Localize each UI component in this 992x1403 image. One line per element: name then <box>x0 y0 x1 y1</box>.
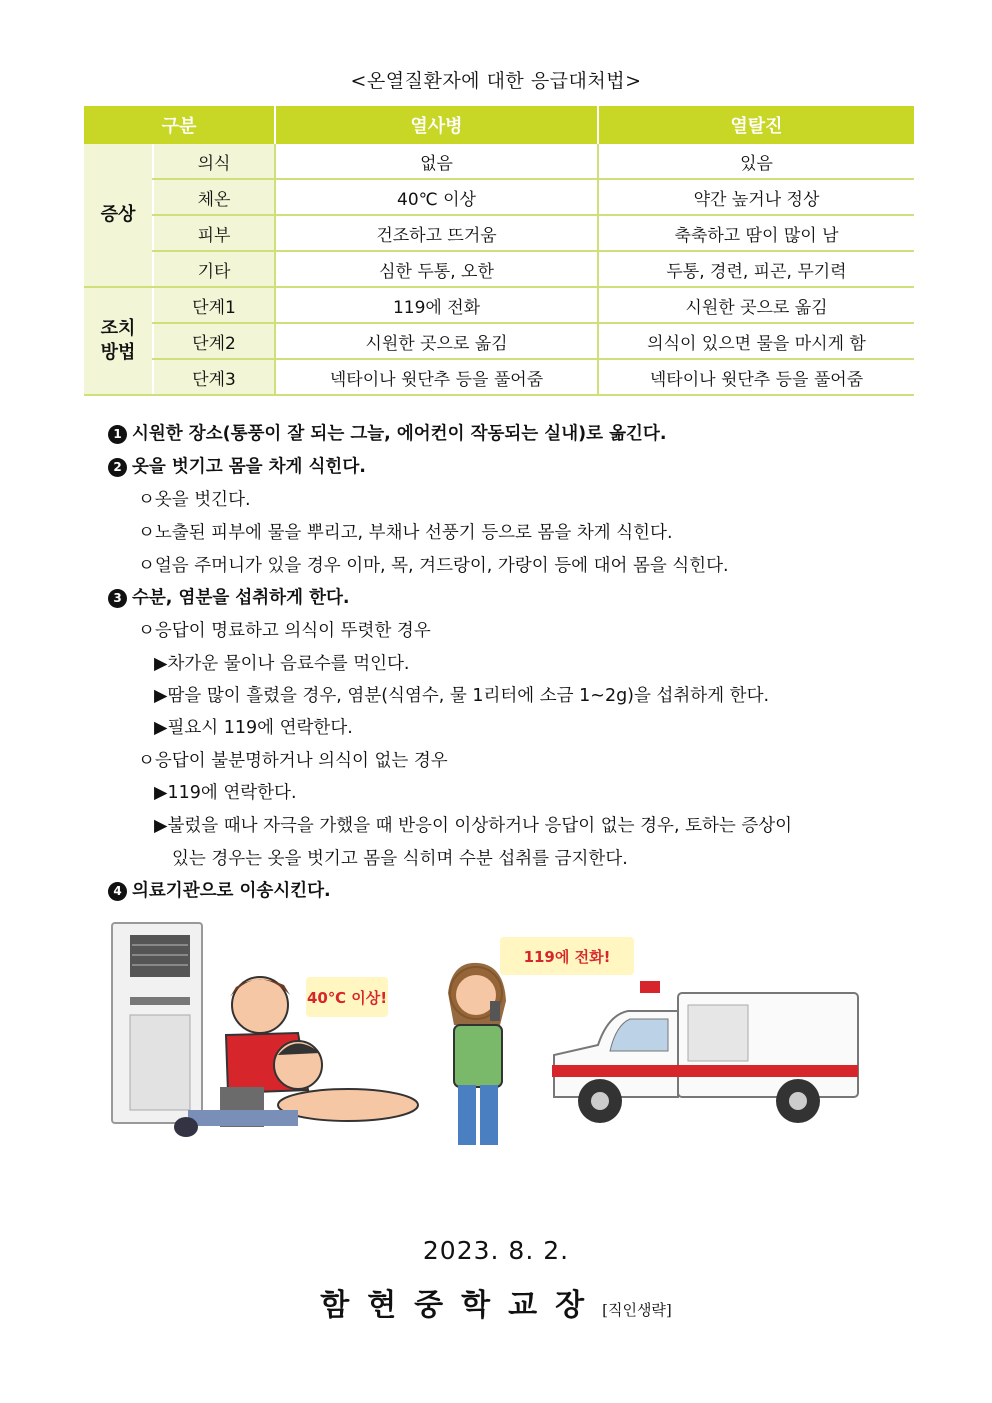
step-number-badge: 2 <box>108 458 127 477</box>
step-3 <box>108 584 350 609</box>
row-label: 체온 <box>153 179 275 215</box>
group-actions-line1: 조치 <box>100 318 136 339</box>
header-heatstroke: 열사병 <box>275 106 598 144</box>
step-number-badge: 4 <box>108 882 127 901</box>
cell-exhaustion: 있음 <box>598 144 914 179</box>
step-1 <box>108 420 666 445</box>
cell-heatstroke: 넥타이나 윗단추 등을 풀어줌 <box>275 359 598 395</box>
list-item: ㅇ얼음 주머니가 있을 경우 이마, 목, 겨드랑이, 가랑이 등에 대어 몸을 식힌다. <box>138 556 729 576</box>
list-item: ▶차가운 물이나 음료수를 먹인다. <box>154 654 410 674</box>
list-item: ▶땀을 많이 흘렸을 경우, 염분(식염수, 물 1리터에 소금 1~2g)을 섭취하게 한다. <box>154 686 770 706</box>
table-row <box>84 144 914 179</box>
group-actions <box>84 287 153 395</box>
cell-heatstroke: 시원한 곳으로 옮김 <box>275 323 598 359</box>
step-2 <box>108 453 366 478</box>
table-row <box>84 323 914 359</box>
cell-heatstroke: 119에 전화 <box>275 287 598 323</box>
table-row <box>84 215 914 251</box>
row-label: 단계1 <box>153 287 275 323</box>
table-row <box>84 179 914 215</box>
table-row <box>84 287 914 323</box>
caller-person-icon <box>448 963 506 1145</box>
row-label: 단계3 <box>153 359 275 395</box>
step-number-badge: 1 <box>108 425 127 444</box>
group-actions-line2: 방법 <box>100 342 136 363</box>
cell-heatstroke: 건조하고 뜨거움 <box>275 215 598 251</box>
cell-exhaustion: 축축하고 땀이 많이 남 <box>598 215 914 251</box>
bubble-call-text: 119에 전화! <box>523 948 611 966</box>
cell-exhaustion: 의식이 있으면 물을 마시게 함 <box>598 323 914 359</box>
signature <box>0 1280 992 1324</box>
air-conditioner-icon <box>112 923 202 1123</box>
row-label: 단계2 <box>153 323 275 359</box>
list-item: ㅇ응답이 불분명하거나 의식이 없는 경우 <box>138 751 448 771</box>
cell-heatstroke: 40℃ 이상 <box>275 179 598 215</box>
table-row <box>84 359 914 395</box>
list-item: 있는 경우는 옷을 벗기고 몸을 식히며 수분 섭취를 금지한다. <box>172 849 628 869</box>
speech-bubble-call <box>500 937 634 975</box>
table-header-row <box>84 106 914 144</box>
cell-exhaustion: 약간 높거나 정상 <box>598 179 914 215</box>
cell-exhaustion: 넥타이나 윗단추 등을 풀어줌 <box>598 359 914 395</box>
first-aid-illustration <box>108 915 908 1165</box>
list-item: ㅇ응답이 명료하고 의식이 뚜렷한 경우 <box>138 621 431 641</box>
row-label: 의식 <box>153 144 275 179</box>
heat-illness-table <box>84 106 914 396</box>
header-category: 구분 <box>84 106 275 144</box>
cell-exhaustion: 두통, 경련, 피곤, 무기력 <box>598 251 914 287</box>
page-title: <온열질환자에 대한 응급대처법> <box>350 70 642 92</box>
patient-person-icon <box>174 1041 418 1137</box>
step-text: 의료기관으로 이송시킨다. <box>132 881 331 901</box>
cell-heatstroke: 없음 <box>275 144 598 179</box>
step-number-badge: 3 <box>108 589 127 608</box>
list-item: ▶119에 연락한다. <box>154 783 297 803</box>
list-item: ㅇ노출된 피부에 물을 뿌리고, 부채나 선풍기 등으로 몸을 차게 식힌다. <box>138 523 673 543</box>
document-date: 2023. 8. 2. <box>422 1236 570 1265</box>
table-row <box>84 251 914 287</box>
list-item: ▶필요시 119에 연락한다. <box>154 718 353 738</box>
list-item: ㅇ옷을 벗긴다. <box>138 490 251 510</box>
ambulance-icon <box>552 981 858 1123</box>
bubble-temperature-text: 40℃ 이상! <box>306 989 388 1007</box>
cell-heatstroke: 심한 두통, 오한 <box>275 251 598 287</box>
speech-bubble-temperature <box>306 977 388 1017</box>
step-4 <box>108 877 331 902</box>
step-text: 시원한 장소(통풍이 잘 되는 그늘, 에어컨이 작동되는 실내)로 옮긴다. <box>132 424 667 444</box>
group-symptoms: 증상 <box>84 144 153 287</box>
list-item: ▶불렀을 때나 자극을 가했을 때 반응이 이상하거나 응답이 없는 경우, 토하는 증상이 <box>154 816 793 836</box>
step-text: 옷을 벗기고 몸을 차게 식힌다. <box>132 457 366 477</box>
cell-exhaustion: 시원한 곳으로 옮김 <box>598 287 914 323</box>
header-heat-exhaustion: 열탈진 <box>598 106 914 144</box>
step-text: 수분, 염분을 섭취하게 한다. <box>132 588 350 608</box>
row-label: 기타 <box>153 251 275 287</box>
seal-omitted-note: [직인생략] <box>602 1301 672 1319</box>
row-label: 피부 <box>153 215 275 251</box>
principal-name: 함현중학교장 <box>320 1288 603 1323</box>
